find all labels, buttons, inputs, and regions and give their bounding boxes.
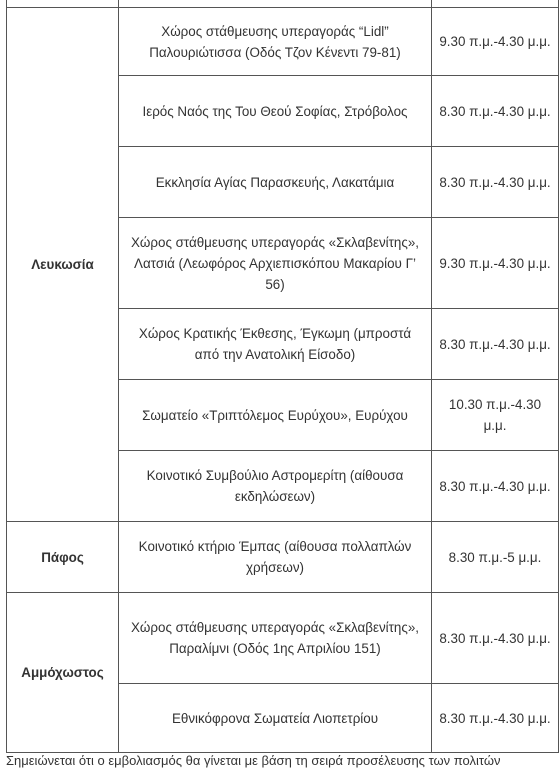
location-cell: Εθνικόφρονα Σωματεία Λιοπετρίου (119, 684, 432, 753)
district-cell-nicosia: Λευκωσία (7, 8, 119, 522)
location-cell: Χώρος στάθμευσης υπεραγοράς «Σκλαβενίτης», Παραλίμνι (Οδός 1ης Απριλίου 151) (119, 593, 432, 684)
location-cell: Κοινοτικό κτήριο Έμπας (αίθουσα πολλαπλών χρήσεων) (119, 522, 432, 593)
hours-cell: 10.30 π.μ.-4.30 μ.μ. (432, 380, 559, 451)
location-cell: Εκκλησία Αγίας Παρασκευής, Λακατάμια (119, 147, 432, 218)
hours-cell: 8.30 π.μ.-4.30 μ.μ. (432, 593, 559, 684)
hours-cell: 8.30 π.μ.-4.30 μ.μ. (432, 309, 559, 380)
location-cell: Χώρος Κρατικής Έκθεσης, Έγκωμη (μπροστά από την Ανατολική Είσοδο) (119, 309, 432, 380)
location-cell: Χώρος στάθμευσης υπεραγοράς «Σκλαβενίτης», Λατσιά (Λεωφόρος Αρχιεπισκόπου Μακαρίου Γ’ 56) (119, 218, 432, 309)
district-cell-partial (7, 0, 119, 8)
vaccination-schedule-table (6, 0, 559, 753)
table-row (7, 8, 559, 76)
hours-cell-partial (432, 0, 559, 8)
table-row (7, 593, 559, 684)
location-cell-partial (119, 0, 432, 8)
district-cell-paphos: Πάφος (7, 522, 119, 593)
location-cell: Κοινοτικό Συμβούλιο Αστρομερίτη (αίθουσα εκδηλώσεων) (119, 451, 432, 522)
hours-cell: 8.30 π.μ.-4.30 μ.μ. (432, 451, 559, 522)
hours-cell: 8.30 π.μ.-4.30 μ.μ. (432, 684, 559, 753)
table-row-partial (7, 0, 559, 8)
location-cell: Σωματείο «Τριπτόλεμος Ευρύχου», Ευρύχου (119, 380, 432, 451)
district-cell-famagusta: Αμμόχωστος (7, 593, 119, 753)
hours-cell: 9.30 π.μ.-4.30 μ.μ. (432, 8, 559, 76)
location-cell: Ιερός Ναός της Του Θεού Σοφίας, Στρόβολος (119, 76, 432, 147)
hours-cell: 9.30 π.μ.-4.30 μ.μ. (432, 218, 559, 309)
table-row (7, 522, 559, 593)
hours-cell: 8.30 π.μ.-5 μ.μ. (432, 522, 559, 593)
footer-note: Σημειώνεται ότι ο εμβολιασμός θα γίνεται με βάση τη σειρά προσέλευσης των πολιτών (6, 753, 501, 768)
hours-cell: 8.30 π.μ.-4.30 μ.μ. (432, 147, 559, 218)
location-cell: Χώρος στάθμευσης υπεραγοράς “Lidl” Παλουριώτισσα (Οδός Τζον Κένεντι 79-81) (119, 8, 432, 76)
hours-cell: 8.30 π.μ.-4.30 μ.μ. (432, 76, 559, 147)
